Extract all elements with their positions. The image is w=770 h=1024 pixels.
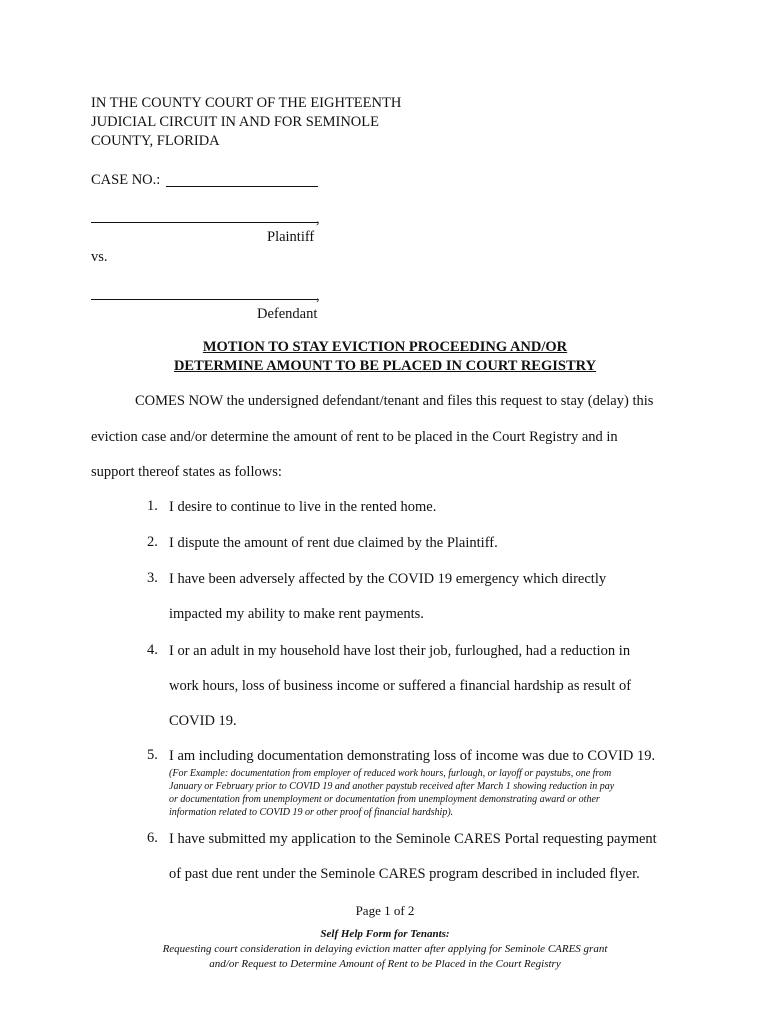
motion-title-line-2: DETERMINE AMOUNT TO BE PLACED IN COURT REGISTRY xyxy=(173,358,597,374)
item-5-number: 5. xyxy=(147,747,158,763)
page-number: Page 1 of 2 xyxy=(355,903,415,918)
case-number-label: CASE NO.: xyxy=(91,172,161,188)
case-number-field[interactable] xyxy=(166,186,318,187)
item-4-text-line-1: I or an adult in my household have lost their job, furloughed, had a reduction in xyxy=(169,643,631,659)
footer-line-2: and/or Request to Determine Amount of Rent to be Placed in the Court Registry xyxy=(209,958,561,970)
plaintiff-label: Plaintiff xyxy=(267,229,315,245)
defendant-label: Defendant xyxy=(257,306,318,322)
item-4-text-line-2: work hours, loss of business income or suffered a financial hardship as result of xyxy=(169,678,632,694)
footer-form-title: Self Help Form for Tenants: xyxy=(320,928,450,940)
item-5-note-line-2: January or February prior to COVID 19 and another paystub received after March 1 showing reduction in pay xyxy=(169,781,615,792)
court-header-line-1: IN THE COUNTY COURT OF THE EIGHTEENTH xyxy=(91,95,402,111)
item-2-text: I dispute the amount of rent due claimed by the Plaintiff. xyxy=(169,535,498,551)
plaintiff-comma: , xyxy=(316,211,320,227)
item-4-text-line-3: COVID 19. xyxy=(169,713,237,729)
defendant-comma: , xyxy=(316,288,320,304)
item-5-note-line-3: or documentation from unemployment or documentation from unemployment demonstrating award or other xyxy=(169,794,600,805)
item-5-note-line-1: (For Example: documentation from employer of reduced work hours, furlough, or layoff or paystubs, one from xyxy=(169,768,612,779)
intro-line-3: support thereof states as follows: xyxy=(91,464,282,480)
item-3-text-line-1: I have been adversely affected by the COVID 19 emergency which directly xyxy=(169,571,607,587)
footer-line-1: Requesting court consideration in delaying eviction matter after applying for Seminole CARES grant xyxy=(162,943,608,955)
intro-line-2: eviction case and/or determine the amount of rent to be placed in the Court Registry and in xyxy=(91,429,618,445)
item-5-text: I am including documentation demonstrating loss of income was due to COVID 19. xyxy=(169,748,656,764)
item-4-number: 4. xyxy=(147,642,158,658)
plaintiff-name-field[interactable] xyxy=(91,222,317,223)
item-2-number: 2. xyxy=(147,534,158,550)
versus-label: vs. xyxy=(91,249,108,265)
item-5-note-line-4: information related to COVID 19 or other proof of financial hardship). xyxy=(169,807,454,818)
court-header-line-2: JUDICIAL CIRCUIT IN AND FOR SEMINOLE xyxy=(91,114,379,130)
item-1-number: 1. xyxy=(147,498,158,514)
defendant-name-field[interactable] xyxy=(91,299,317,300)
item-1-text: I desire to continue to live in the rented home. xyxy=(169,499,437,515)
motion-title-line-1: MOTION TO STAY EVICTION PROCEEDING AND/OR xyxy=(202,339,568,355)
court-header-line-3: COUNTY, FLORIDA xyxy=(91,133,220,149)
item-3-text-line-2: impacted my ability to make rent payments. xyxy=(169,606,424,622)
item-6-number: 6. xyxy=(147,830,158,846)
item-3-number: 3. xyxy=(147,570,158,586)
item-6-text-line-2: of past due rent under the Seminole CARES program described in included flyer. xyxy=(169,866,640,882)
item-6-text-line-1: I have submitted my application to the Seminole CARES Portal requesting payment xyxy=(169,831,657,847)
intro-line-1: COMES NOW the undersigned defendant/tenant and files this request to stay (delay) this xyxy=(135,393,654,409)
